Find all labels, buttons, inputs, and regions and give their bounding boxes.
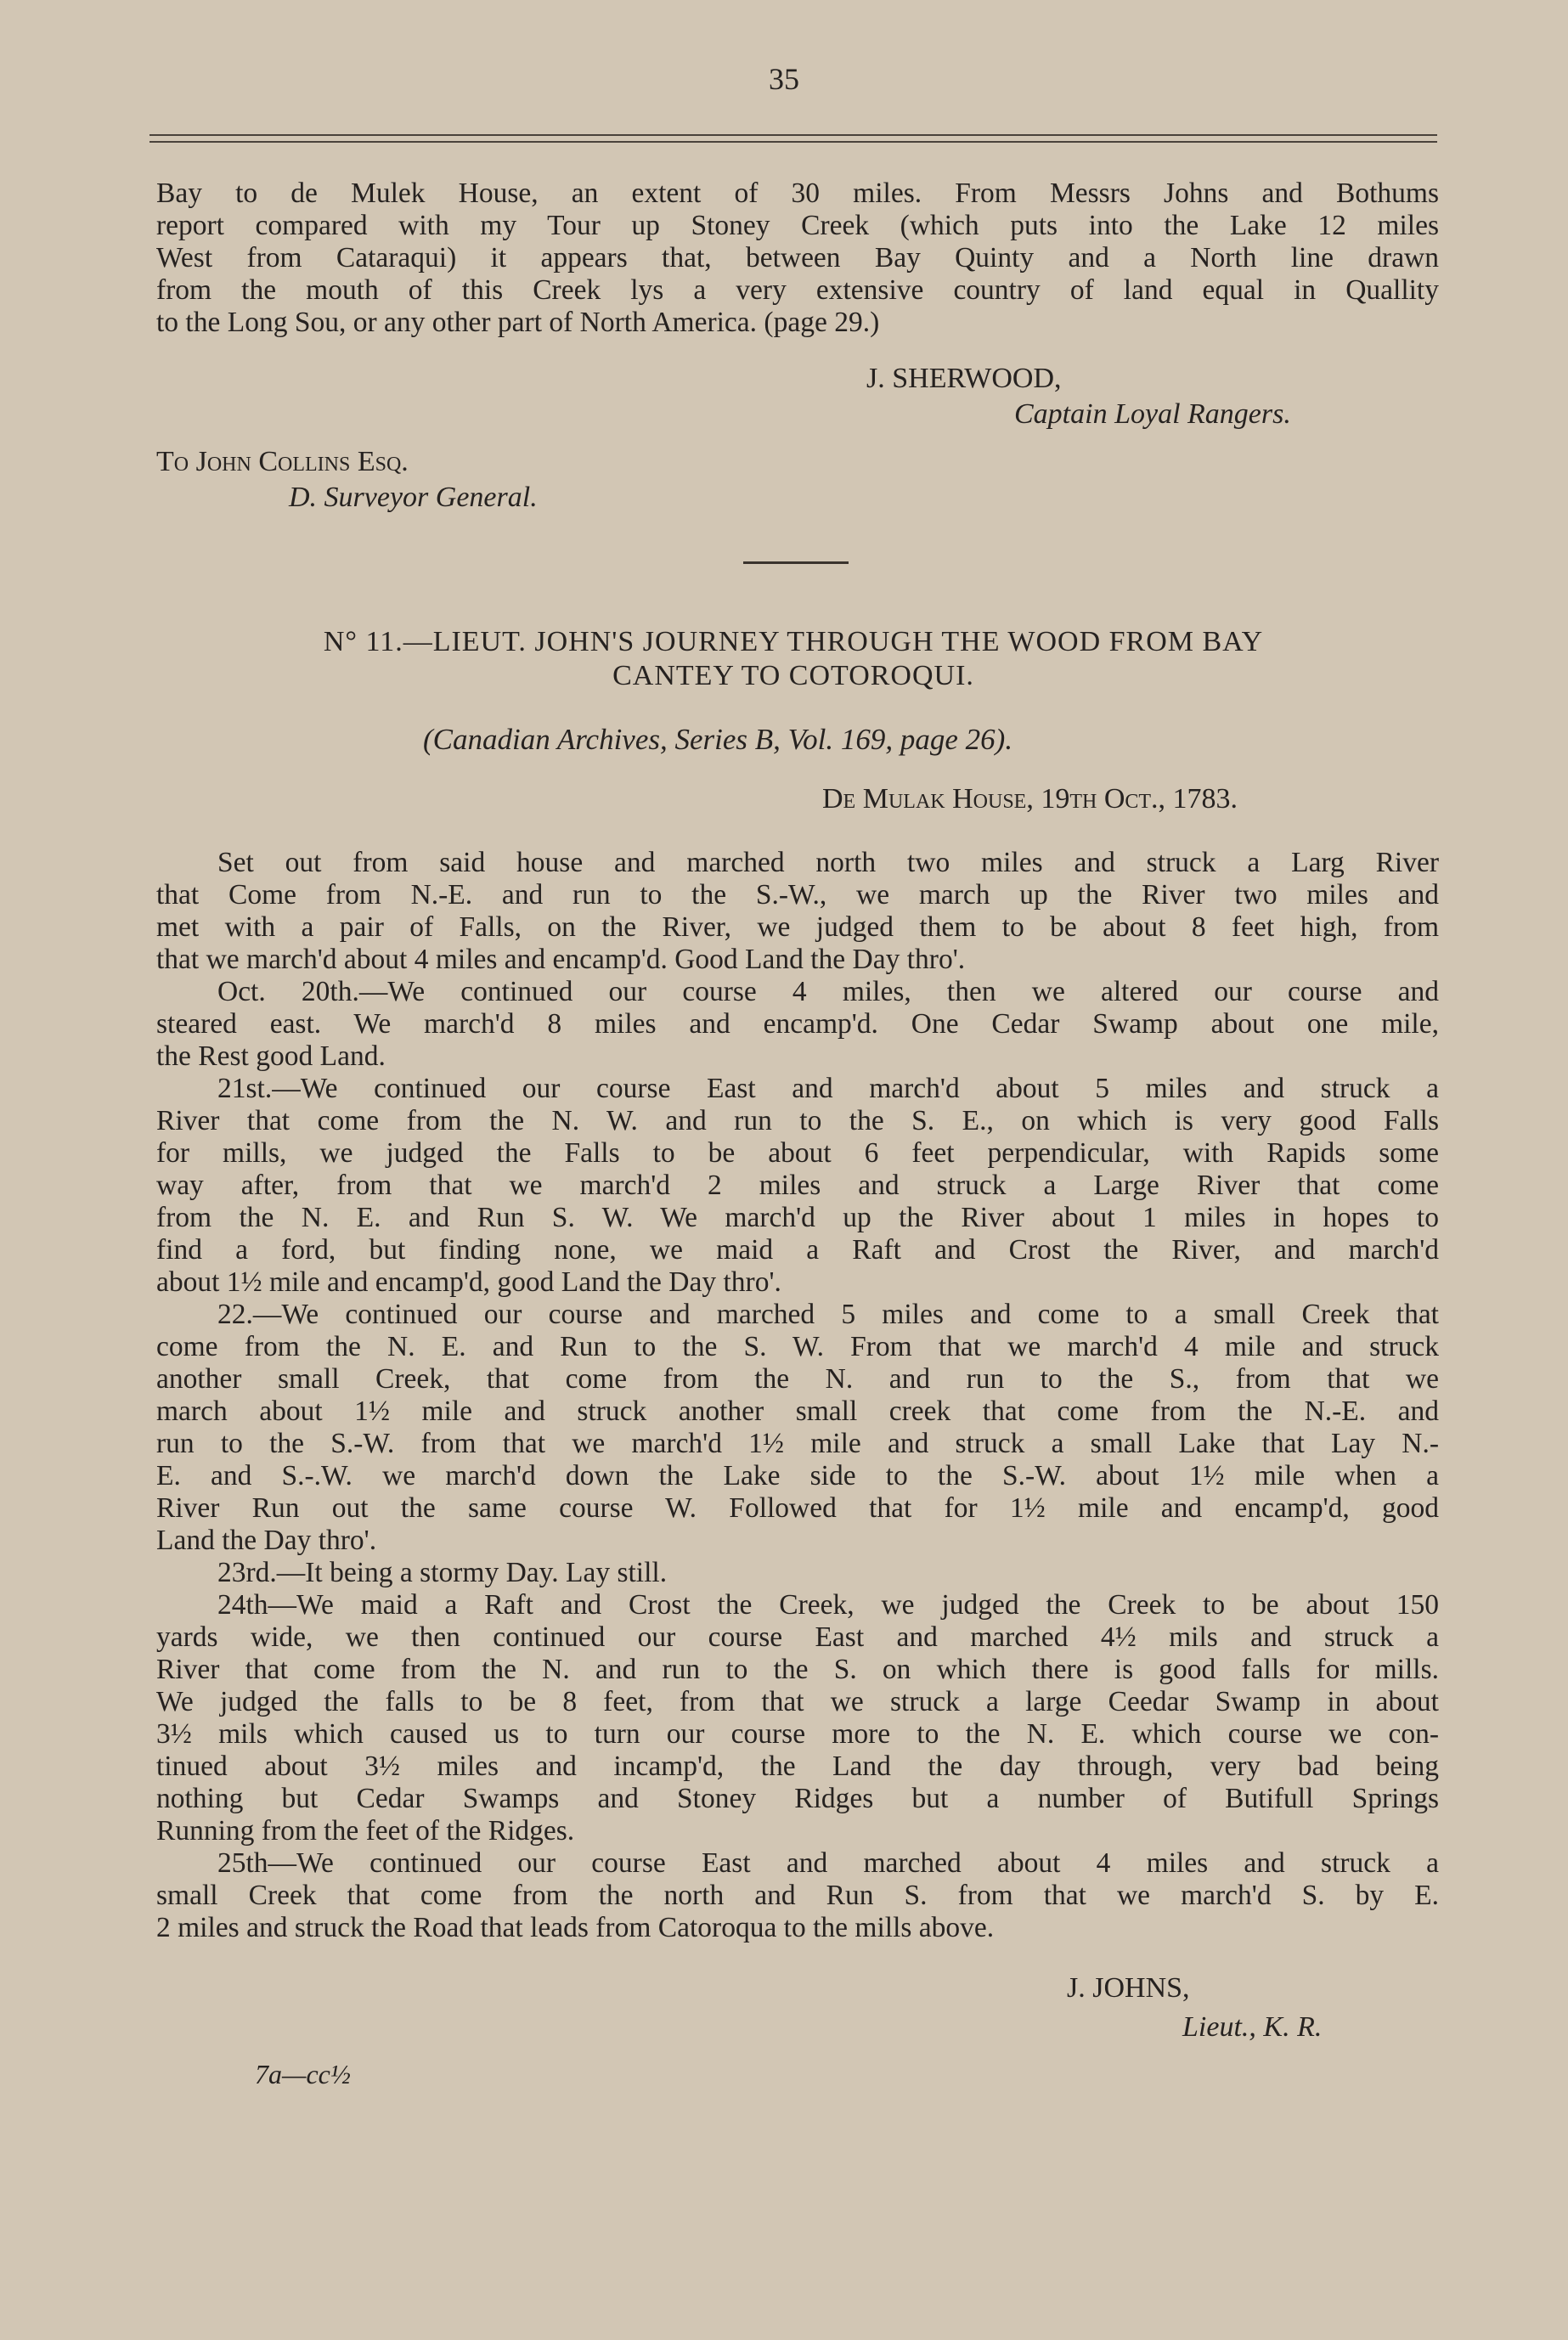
archive-source: (Canadian Archives, Series B, Vol. 169, page 26). [423,723,1013,756]
journal-line: from the N. E. and Run S. W. We march'd up the River about 1 miles in hopes to [156,1202,1439,1233]
journal-line: find a ford, but finding none, we maid a Raft and Crost the River, and march'd [156,1234,1439,1266]
journal-line: We judged the falls to be 8 feet, from that we struck a large Ceedar Swamp in about [156,1686,1439,1717]
addressee-title: D. Surveyor General. [289,482,538,513]
journal-line: tinued about 3½ miles and incamp'd, the Land the day through, very bad being [156,1751,1439,1782]
journal-line: 25th—We continued our course East and marched about 4 miles and struck a [217,1847,1439,1879]
journal-line: that Come from N.-E. and run to the S.-W., we march up the River two miles and [156,879,1439,911]
journal-line: the Rest good Land. [156,1040,386,1072]
header-rule-bottom [149,141,1437,143]
journal-line: Running from the feet of the Ridges. [156,1815,575,1847]
journal-line: met with a pair of Falls, on the River, we judged them to be about 8 feet high, from [156,911,1439,943]
journal-line: River Run out the same course W. Followed that for 1½ mile and encamp'd, good [156,1492,1439,1524]
journal-signature-name: J. JOHNS, [1067,1972,1190,2004]
signature-title: Captain Loyal Rangers. [1014,398,1291,430]
journal-line: Set out from said house and marched north two miles and struck a Larg River [217,847,1439,878]
journal-line: E. and S.-.W. we march'd down the Lake side to the S.-W. about 1½ mile when a [156,1460,1439,1491]
intro-line: report compared with my Tour up Stoney Creek (which puts into the Lake 12 miles [156,210,1439,241]
journal-line: 23rd.—It being a stormy Day. Lay still. [217,1557,668,1588]
journal-line: Land the Day thro'. [156,1525,377,1556]
addressee-name: To John Collins Esq. [156,446,409,477]
intro-line: Bay to de Mulek House, an extent of 30 miles. From Messrs Johns and Bothums [156,178,1439,209]
journal-line: River that come from the N. W. and run to the S. E., on which is very good Falls [156,1105,1439,1136]
page-number: 35 [769,62,799,96]
section-heading: N° 11.—LIEUT. JOHN'S JOURNEY THROUGH THE WOOD FROM BAY [323,626,1264,657]
journal-line: nothing but Cedar Swamps and Stoney Ridges but a number of Butifull Springs [156,1783,1439,1814]
journal-line: River that come from the N. and run to the S. on which there is good falls for mills. [156,1654,1439,1685]
journal-line: 3½ mils which caused us to turn our course more to the N. E. which course we con- [156,1718,1439,1750]
journal-line: 24th—We maid a Raft and Crost the Creek, we judged the Creek to be about 150 [217,1589,1439,1621]
journal-line: 2 miles and struck the Road that leads from Catoroqua to the mills above. [156,1912,995,1943]
journal-line: steared east. We march'd 8 miles and encamp'd. One Cedar Swamp about one mile, [156,1008,1439,1040]
journal-line: run to the S.-W. from that we march'd 1½ mile and struck a small Lake that Lay N.- [156,1428,1439,1459]
journal-line: yards wide, we then continued our course East and marched 4½ mils and struck a [156,1621,1439,1653]
intro-line: from the mouth of this Creek lys a very extensive country of land equal in Quallity [156,274,1439,306]
journal-signature-title: Lieut., K. R. [1182,2011,1323,2043]
dateline: De Mulak House, 19th Oct., 1783. [822,783,1238,815]
journal-line: Oct. 20th.—We continued our course 4 miles, then we altered our course and [217,976,1439,1007]
printer-signature-mark: 7a—cc½ [255,2059,351,2089]
journal-line: 22.—We continued our course and marched 5 miles and come to a small Creek that [217,1299,1439,1330]
journal-line: small Creek that come from the north and Run S. from that we march'd S. by E. [156,1880,1439,1911]
intro-line: to the Long Sou, or any other part of North America. (page 29.) [156,307,880,338]
journal-line: way after, from that we march'd 2 miles and struck a Large River that come [156,1170,1439,1201]
section-divider [743,561,849,564]
section-heading-continued: CANTEY TO COTOROQUI. [612,660,974,691]
journal-line: 21st.—We continued our course East and march'd about 5 miles and struck a [217,1073,1439,1104]
intro-line: West from Cataraqui) it appears that, between Bay Quinty and a North line drawn [156,242,1439,273]
journal-line: about 1½ mile and encamp'd, good Land the Day thro'. [156,1266,781,1298]
journal-line: come from the N. E. and Run to the S. W. From that we march'd 4 mile and struck [156,1331,1439,1362]
journal-line: for mills, we judged the Falls to be about 6 feet perpendicular, with Rapids some [156,1137,1439,1169]
journal-line: march about 1½ mile and struck another small creek that come from the N.-E. and [156,1396,1439,1427]
journal-line: that we march'd about 4 miles and encamp'd. Good Land the Day thro'. [156,944,966,975]
journal-line: another small Creek, that come from the N. and run to the S., from that we [156,1363,1439,1395]
signature-name: J. SHERWOOD, [866,363,1062,394]
header-rule-top [149,134,1437,136]
